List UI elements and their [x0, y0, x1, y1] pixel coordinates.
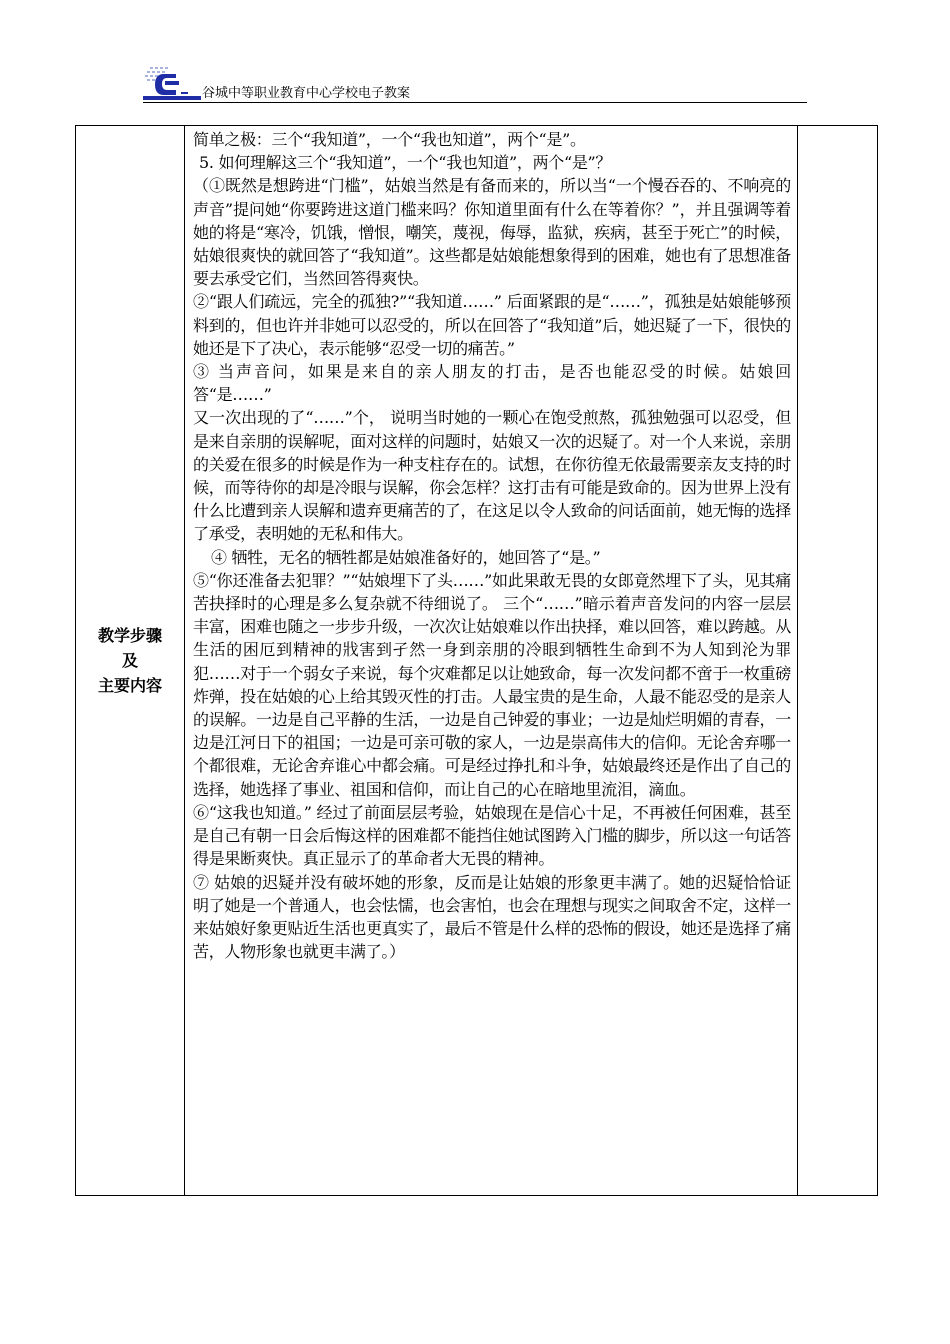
content-paragraph: ③ 当声音问，如果是来自的亲人朋友的打击，是否也能忍受的时候。姑娘回答“是……” — [193, 362, 791, 405]
section-label-line: 及 — [121, 651, 138, 670]
question-paragraph: 5. 如何理解这三个“我知道”，一个“我也知道”，两个“是”？ — [199, 153, 612, 173]
content-paragraph: ②“跟人们疏远，完全的孤独?”“我知道……” 后面紧跟的是“……”，孤独是姑娘能够预料到的，但也许并非她可以忍受的，所以在回答了“我知道”后，她迟疑了一下，很快的她还是下了决心，表示能够“忍受一切的痛苦。” — [193, 292, 791, 358]
header-rule — [143, 102, 807, 103]
table-row — [76, 126, 878, 1196]
school-logo-icon — [143, 66, 201, 102]
content-cell — [185, 126, 798, 1196]
content-paragraph: ⑦ 姑娘的迟疑并没有破坏她的形象，反而是让姑娘的形象更丰满了。她的迟疑恰恰证明了她是一个普通人，也会怯懦，也会害怕，也会在理想与现实之间取舍不定，这样一来姑娘好象更贴近生活也更真实了，最后不管是什么样的恐怖的假设，她还是选择了痛苦，人物形象也就更丰满了。） — [193, 872, 791, 962]
notes-cell — [798, 126, 878, 1196]
content-paragraph: 又一次出现的了“……”个， 说明当时她的一颗心在饱受煎熬，孤独勉强可以忍受，但是来自亲朋的误解呢，面对这样的问题时，姑娘又一次的迟疑了。对一个人来说，亲朋的关爱在很多的时候是作为一种支柱存在的。试想，在你彷徨无依最需要亲友支持的时候，而等待你的却是冷眼与误解，你会怎样？这打击有可能是致命的。因为世界上没有什么比遭到亲人误解和遗弃更痛苦的了，在这足以令人致命的问话面前，她无悔的选择了承受，表明她的无私和伟大。 — [193, 408, 791, 544]
content-paragraph: 简单之极：三个“我知道”，一个“我也知道”，两个“是”。 — [193, 130, 586, 149]
section-label-line: 教学步骤 — [97, 626, 162, 645]
lesson-plan-table — [75, 125, 878, 1196]
content-paragraph: ⑥“这我也知道。” 经过了前面层层考验，姑娘现在是信心十足，不再被任何困难，甚至是自己有朝一日会后悔这样的困难都不能挡住她试图跨入门槛的脚步，所以这一句话答得是果断爽快。真正显示了的革命者大无畏的精神。 — [193, 802, 791, 869]
page-header — [143, 66, 807, 104]
section-label-cell — [76, 126, 185, 1196]
content-paragraph: ⑤“你还准备去犯罪？”“姑娘埋下了头……”如此果敢无畏的女郎竟然埋下了头，见其痛苦抉择时的心理是多么复杂就不待细说了。 三个“……”暗示着声音发问的内容一层层丰富，困难也随之一步步升级，一次次让姑娘难以作出抉择，难以回答，难以跨越。从生活的困厄到精神的戕害到孑然一身到亲朋的冷眼到牺牲生命到不为人知到沦为罪犯……对于一个弱女子来说，每个灾难都足以让她致命，每一次发问都不啻于一枚重磅炸弹，投在姑娘的心上给其毁灭性的打击。人最宝贵的是生命，人最不能忍受的是亲人的误解。一边是自己平静的生活，一边是自己钟爱的事业；一边是灿烂明媚的青春，一边是江河日下的祖国；一边是可亲可敬的家人，一边是崇高伟大的信仰。无论舍弃哪一个都很难，无论舍弃谁心中都会痛。可是经过挣扎和斗争，姑娘最终还是作出了自己的选择，她选择了事业、祖国和信仰，而让自己的心在暗地里流泪，滴血。 — [193, 570, 791, 799]
content-paragraph: ④ 牺牲，无名的牺牲都是姑娘准备好的，她回答了“是。” — [211, 547, 601, 567]
school-name: 谷城中等职业教育中心学校电子教案 — [202, 86, 411, 101]
content-paragraph: （①既然是想跨进“门槛”，姑娘当然是有备而来的，所以当“一个慢吞吞的、不响亮的声音”提问她“你要跨进这道门槛来吗？你知道里面有什么在等着你？”，并且强调等着她的将是“寒冷，饥饿，憎恨，嘲笑，蔑视，侮辱，监狱，疾病，甚至于死亡”的时候，姑娘很爽快的就回答了“我知道”。这些都是姑娘能想象得到的困难，她也有了思想准备要去承受它们，当然回答得爽快。 — [193, 176, 791, 289]
section-label-line: 主要内容 — [97, 676, 162, 695]
